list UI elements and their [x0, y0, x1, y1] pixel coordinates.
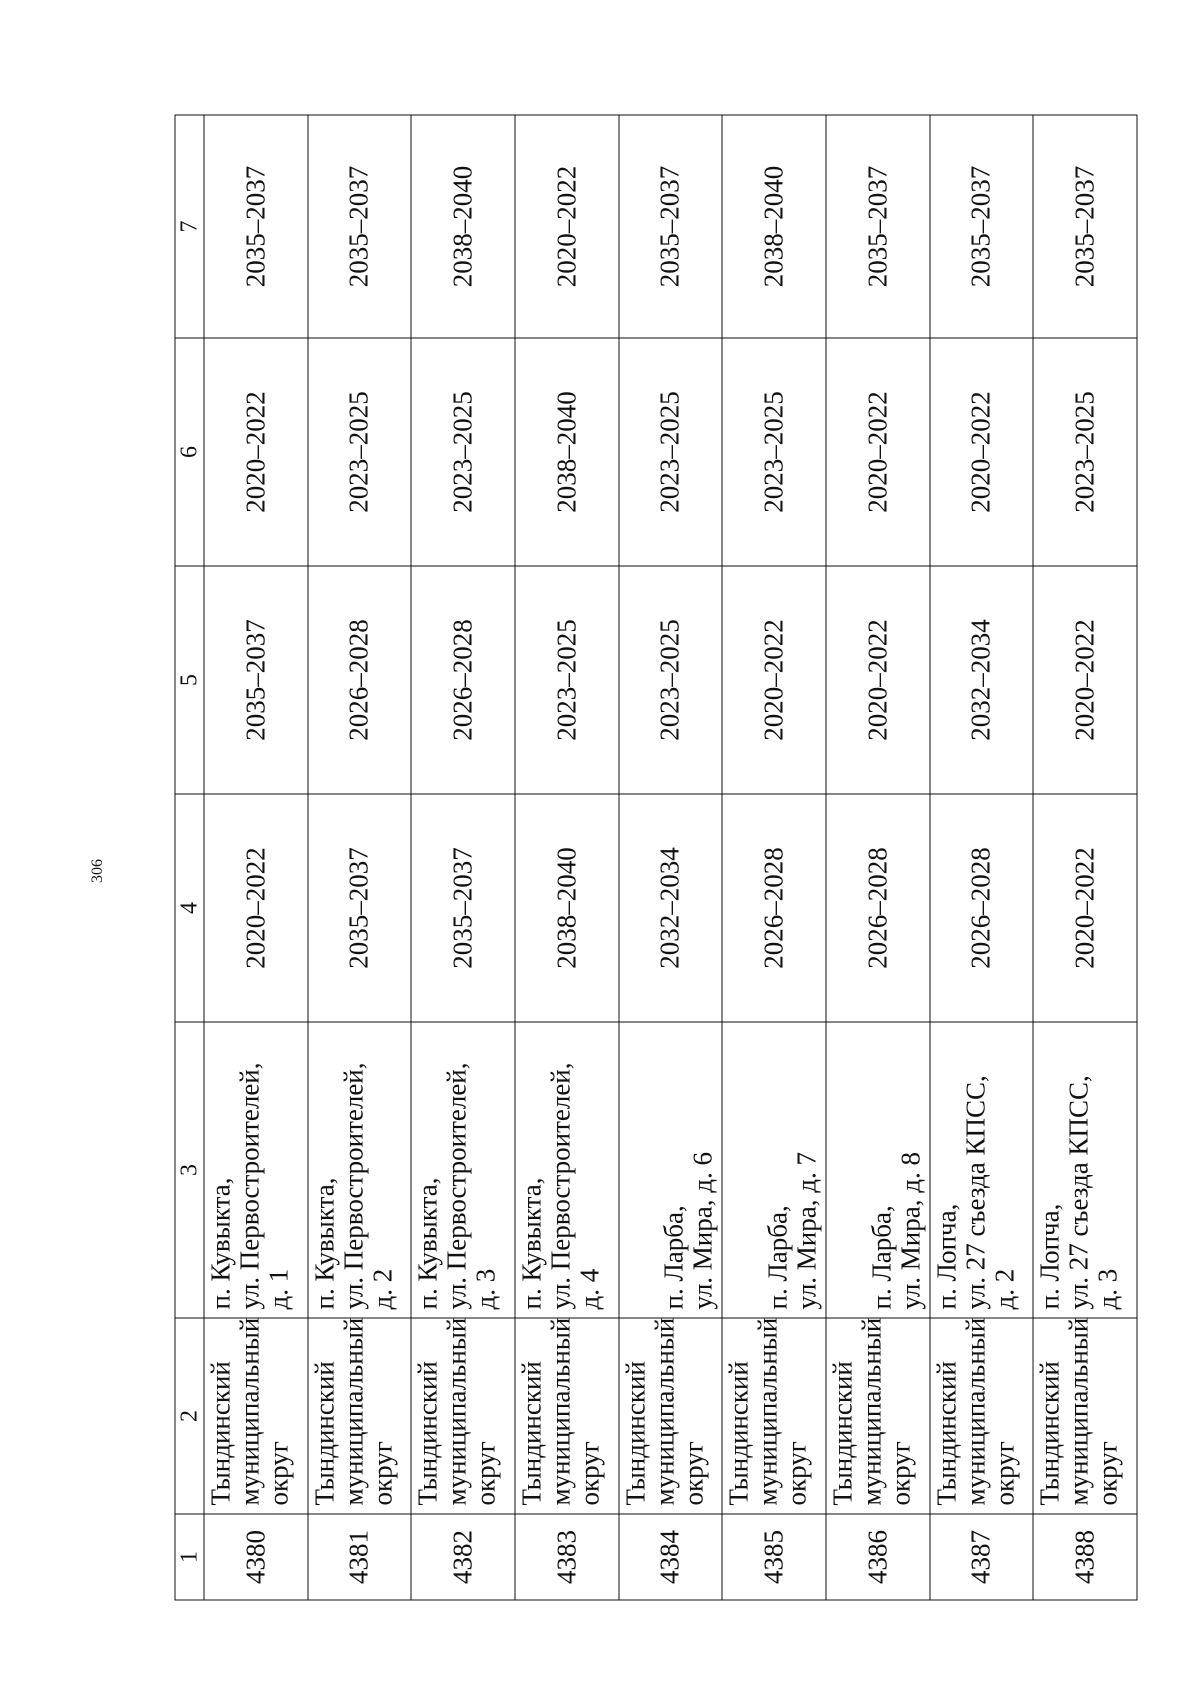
district-cell	[929, 1318, 1033, 1514]
address-cell	[514, 1022, 618, 1318]
address-cell-line: д. 1	[263, 1268, 293, 1309]
row-number-cell: 4383	[514, 1514, 618, 1600]
period-cell-col6: 2038–2040	[514, 338, 618, 566]
period-cell-col6: 2023–2025	[618, 338, 722, 566]
district-cell-line: Тындинский	[930, 1360, 961, 1505]
row-number-cell: 4388	[1033, 1514, 1137, 1600]
rotated-table-frame	[174, 115, 1137, 1600]
period-cell-col4: 2035–2037	[307, 794, 411, 1022]
address-cell-line: п. Лопча,	[930, 1203, 961, 1309]
table-row	[825, 115, 929, 1600]
address-cell-line: п. Ларба,	[658, 1204, 689, 1309]
district-cell-line: муниципальный	[441, 1317, 472, 1505]
district-cell-line: округ	[366, 1440, 397, 1505]
period-cell-col7: 2038–2040	[411, 115, 515, 338]
column-header-4: 4	[175, 794, 204, 1022]
table-body	[204, 115, 1137, 1600]
address-cell	[411, 1022, 515, 1318]
district-cell-line: муниципальный	[234, 1317, 264, 1505]
district-cell	[514, 1318, 618, 1514]
address-cell-line: ул. Первостроителей,	[441, 1061, 472, 1309]
address-cell-line: ул. 27 съезда КПСС,	[1063, 1074, 1094, 1309]
table-row	[514, 115, 618, 1600]
period-cell-col4: 2026–2028	[929, 794, 1033, 1022]
table-row	[618, 115, 722, 1600]
district-cell-line: округ	[573, 1440, 604, 1505]
table-row	[204, 115, 308, 1600]
district-cell-line: округ	[988, 1440, 1019, 1505]
period-cell-col7: 2035–2037	[204, 115, 308, 338]
row-number-cell: 4385	[722, 1514, 826, 1600]
district-cell-line: Тындинский	[205, 1360, 235, 1505]
district-cell-line: муниципальный	[544, 1317, 575, 1505]
district-cell-line: округ	[781, 1440, 812, 1505]
table-row	[722, 115, 826, 1600]
period-cell-col5: 2023–2025	[514, 566, 618, 794]
period-cell-col6: 2023–2025	[1033, 338, 1137, 566]
period-cell-col5: 2026–2028	[307, 566, 411, 794]
address-cell-line: ул. 27 съезда КПСС,	[959, 1074, 990, 1309]
district-cell-line: Тындинский	[412, 1360, 443, 1505]
district-cell	[411, 1318, 515, 1514]
period-cell-col7: 2020–2022	[514, 115, 618, 338]
period-cell-col6: 2023–2025	[411, 338, 515, 566]
column-header-6: 6	[175, 338, 204, 566]
address-cell-line: д. 3	[1092, 1268, 1123, 1309]
district-cell-line: округ	[1092, 1440, 1123, 1505]
period-cell-col5: 2035–2037	[204, 566, 308, 794]
period-cell-col7: 2035–2037	[307, 115, 411, 338]
column-header-1: 1	[175, 1514, 204, 1600]
period-cell-col4: 2038–2040	[514, 794, 618, 1022]
address-cell-line: ул. Мира, д. 8	[894, 1151, 925, 1309]
district-cell-line: муниципальный	[959, 1317, 990, 1505]
column-header-2: 2	[175, 1318, 204, 1514]
district-cell-line: округ	[884, 1440, 915, 1505]
period-cell-col4: 2026–2028	[825, 794, 929, 1022]
period-cell-col7: 2035–2037	[618, 115, 722, 338]
address-cell-line: п. Ларба,	[761, 1204, 792, 1309]
column-header-7: 7	[175, 115, 204, 338]
period-cell-col4: 2026–2028	[722, 794, 826, 1022]
table-row	[411, 115, 515, 1600]
period-cell-col5: 2026–2028	[411, 566, 515, 794]
period-cell-col6: 2020–2022	[929, 338, 1033, 566]
address-cell	[1033, 1022, 1137, 1318]
address-cell-line: п. Кувыкта,	[308, 1177, 339, 1309]
table-container	[174, 115, 1137, 1600]
address-cell-line: п. Лопча,	[1034, 1203, 1065, 1309]
address-cell-line: ул. Первостроителей,	[234, 1061, 264, 1309]
address-cell	[307, 1022, 411, 1318]
district-cell-line: округ	[470, 1440, 501, 1505]
header-row	[175, 115, 204, 1600]
district-cell-line: муниципальный	[648, 1317, 679, 1505]
district-cell	[825, 1318, 929, 1514]
district-cell	[204, 1318, 308, 1514]
table-row	[1033, 115, 1137, 1600]
address-cell-line: ул. Первостроителей,	[337, 1061, 368, 1309]
district-cell	[1033, 1318, 1137, 1514]
period-cell-col4: 2020–2022	[204, 794, 308, 1022]
table-row	[929, 115, 1033, 1600]
row-number-cell: 4386	[825, 1514, 929, 1600]
address-cell-line: п. Кувыкта,	[205, 1177, 235, 1309]
address-cell-line: д. 3	[470, 1268, 501, 1309]
period-cell-col4: 2020–2022	[1033, 794, 1137, 1022]
district-cell-line: Тындинский	[619, 1360, 650, 1505]
district-cell-line: Тындинский	[826, 1360, 857, 1505]
table-row	[307, 115, 411, 1600]
period-cell-col4: 2032–2034	[618, 794, 722, 1022]
address-cell-line: ул. Первостроителей,	[544, 1061, 575, 1309]
address-cell	[204, 1022, 308, 1318]
address-cell-line: п. Ларба,	[865, 1204, 896, 1309]
period-cell-col6: 2020–2022	[825, 338, 929, 566]
page-number: 306	[89, 859, 106, 883]
district-cell-line: муниципальный	[752, 1317, 783, 1505]
period-cell-col7: 2035–2037	[1033, 115, 1137, 338]
district-cell-line: муниципальный	[855, 1317, 886, 1505]
address-cell	[929, 1022, 1033, 1318]
address-cell	[825, 1022, 929, 1318]
row-number-cell: 4381	[307, 1514, 411, 1600]
district-cell-line: Тындинский	[515, 1360, 546, 1505]
district-cell-line: муниципальный	[1063, 1317, 1094, 1505]
district-cell-line: Тындинский	[1034, 1360, 1065, 1505]
district-cell-line: Тындинский	[723, 1360, 754, 1505]
row-number-cell: 4382	[411, 1514, 515, 1600]
column-header-5: 5	[175, 566, 204, 794]
address-cell-line: ул. Мира, д. 6	[687, 1151, 718, 1309]
column-header-3: 3	[175, 1022, 204, 1318]
period-cell-col7: 2035–2037	[929, 115, 1033, 338]
period-cell-col7: 2035–2037	[825, 115, 929, 338]
period-cell-col4: 2035–2037	[411, 794, 515, 1022]
district-cell	[307, 1318, 411, 1514]
district-cell-line: округ	[677, 1440, 708, 1505]
address-cell-line: ул. Мира, д. 7	[790, 1151, 821, 1309]
period-cell-col5: 2020–2022	[825, 566, 929, 794]
address-cell-line: п. Кувыкта,	[412, 1177, 443, 1309]
district-cell-line: Тындинский	[308, 1360, 339, 1505]
period-cell-col5: 2023–2025	[618, 566, 722, 794]
address-cell-line: д. 4	[573, 1268, 604, 1309]
period-cell-col5: 2032–2034	[929, 566, 1033, 794]
schedule-table	[174, 114, 1137, 1600]
address-cell	[618, 1022, 722, 1318]
address-cell-line: д. 2	[988, 1268, 1019, 1309]
district-cell	[722, 1318, 826, 1514]
row-number-cell: 4380	[204, 1514, 308, 1600]
period-cell-col6: 2023–2025	[307, 338, 411, 566]
period-cell-col6: 2023–2025	[722, 338, 826, 566]
district-cell-line: муниципальный	[337, 1317, 368, 1505]
period-cell-col5: 2020–2022	[722, 566, 826, 794]
period-cell-col5: 2020–2022	[1033, 566, 1137, 794]
period-cell-col7: 2038–2040	[722, 115, 826, 338]
period-cell-col6: 2020–2022	[204, 338, 308, 566]
address-cell-line: д. 2	[366, 1268, 397, 1309]
address-cell	[722, 1022, 826, 1318]
row-number-cell: 4387	[929, 1514, 1033, 1600]
district-cell-line: округ	[263, 1440, 293, 1505]
address-cell-line: п. Кувыкта,	[515, 1177, 546, 1309]
row-number-cell: 4384	[618, 1514, 722, 1600]
district-cell	[618, 1318, 722, 1514]
